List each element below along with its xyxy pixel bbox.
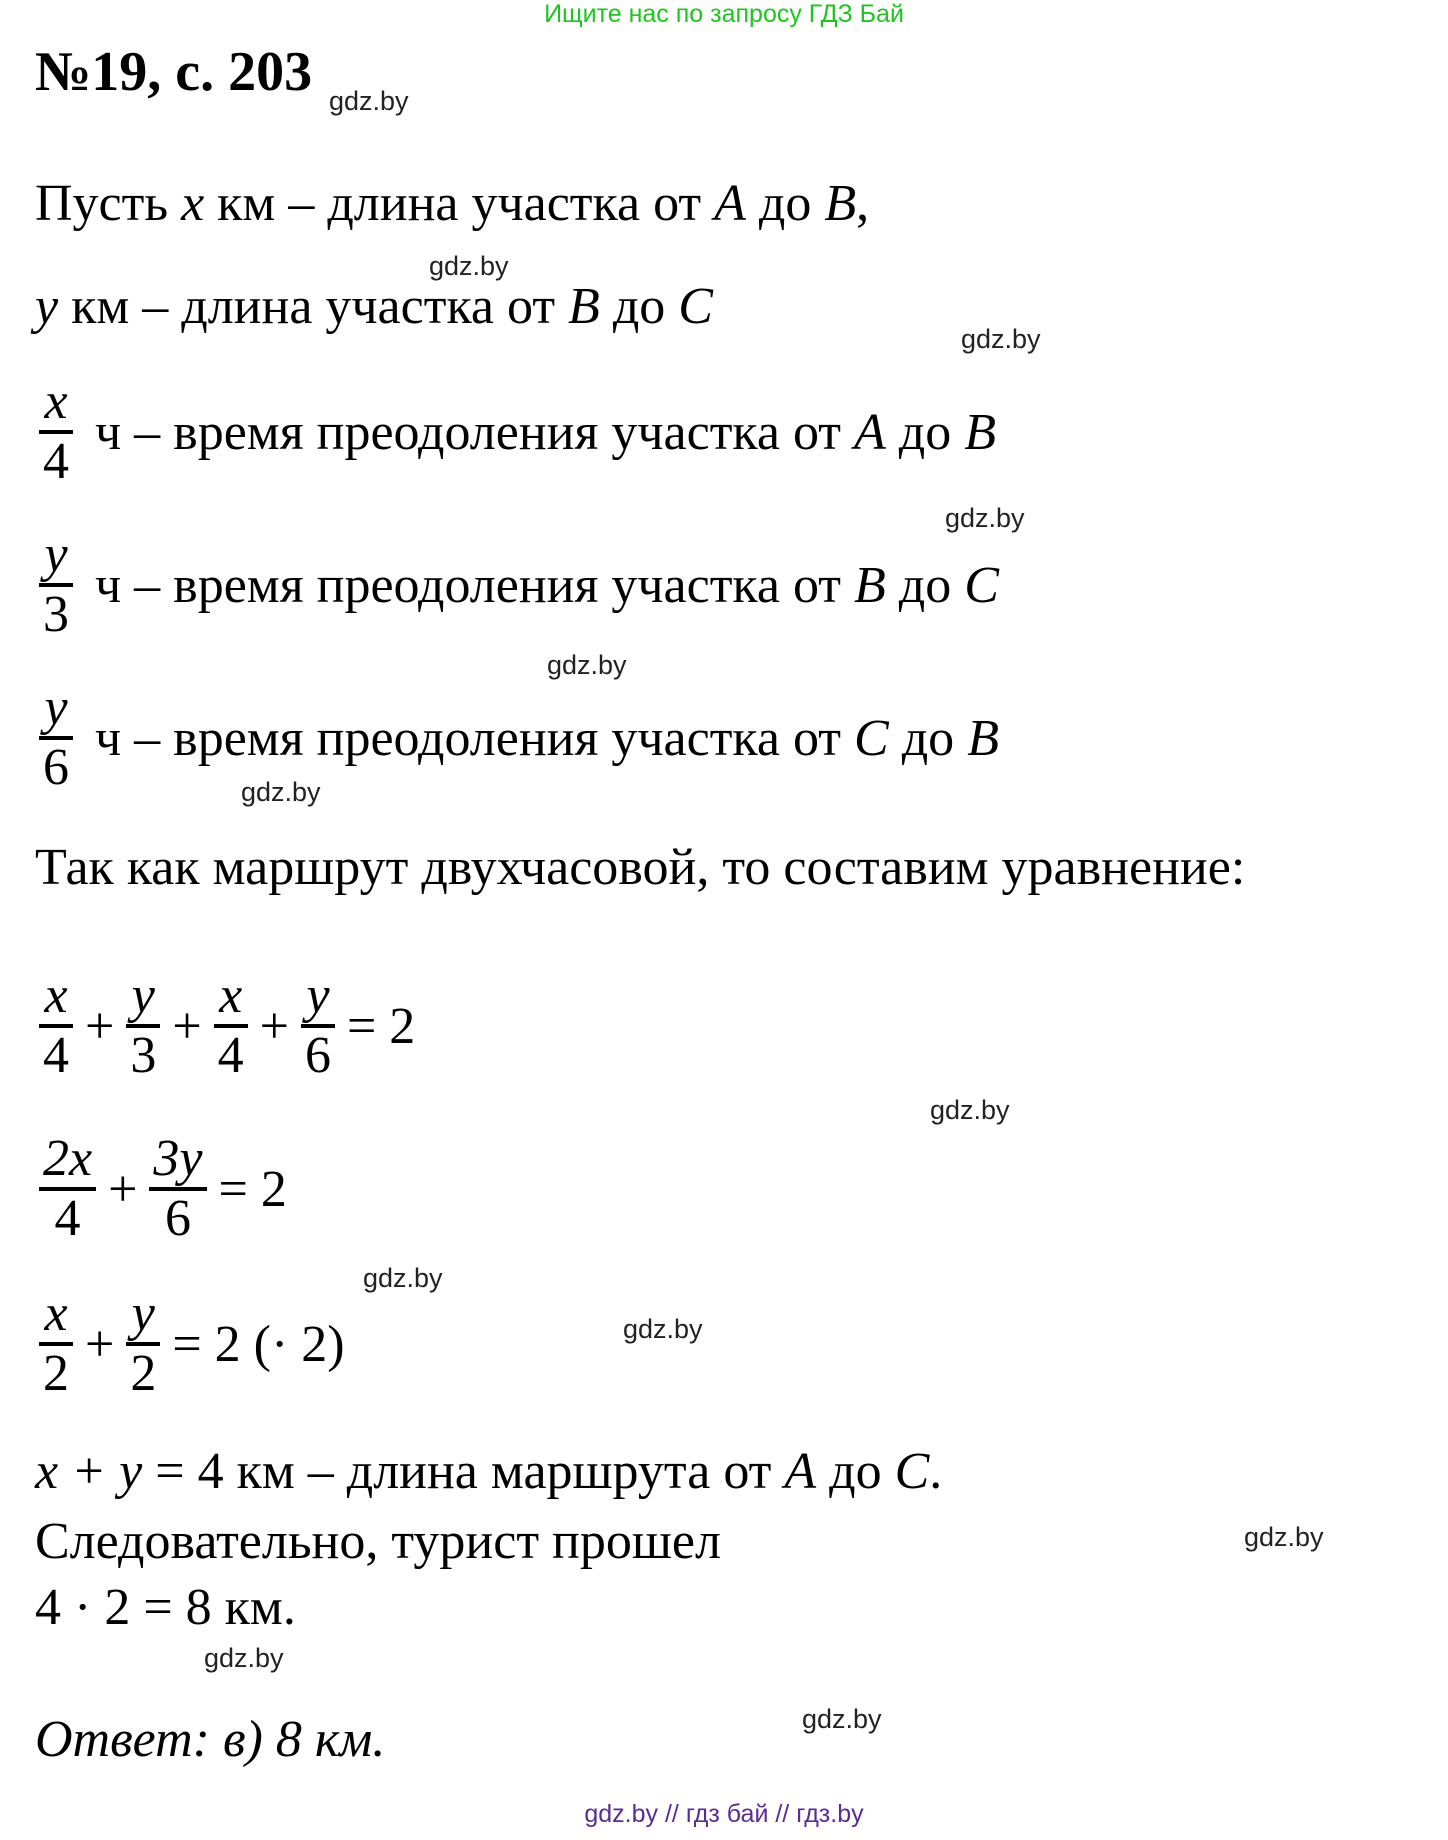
point-c: C: [854, 709, 889, 767]
text: км – длина участка от: [204, 175, 715, 232]
sum-expression: x + y: [35, 1443, 143, 1500]
watermark: gdz.by: [241, 777, 321, 807]
text: до: [888, 709, 968, 767]
watermark: gdz.by: [329, 86, 409, 116]
text: ч – время преодоления участка от: [95, 403, 855, 461]
text: до: [885, 403, 965, 461]
watermark: gdz.by: [802, 1704, 882, 1734]
fraction: [39, 374, 73, 490]
point-b: B: [967, 709, 999, 767]
numerator: x: [219, 967, 243, 1024]
numerator: 2x: [43, 1130, 93, 1187]
denominator: 3: [43, 586, 69, 643]
let-x-line: [35, 174, 869, 234]
numerator: y: [44, 526, 68, 583]
point-a: A: [784, 1443, 817, 1500]
search-banner: Ищите нас по запросу ГДЗ Бай: [544, 0, 904, 28]
point-c: C: [894, 1443, 930, 1500]
numerator: y: [44, 679, 68, 736]
denominator: 4: [43, 1027, 69, 1084]
fraction: [39, 968, 73, 1084]
point-b: B: [964, 403, 997, 461]
plus-sign: +: [85, 997, 115, 1055]
fraction: [39, 527, 73, 643]
point-c: C: [678, 278, 713, 335]
text: до: [816, 1443, 895, 1500]
denominator: 4: [54, 1190, 81, 1247]
watermark: gdz.by: [547, 650, 627, 680]
denominator: 2: [130, 1345, 157, 1402]
plus-sign: +: [108, 1160, 138, 1218]
equation-rhs: = 2: [218, 1160, 287, 1218]
numerator: x: [44, 373, 68, 430]
text: км – длина участка от: [58, 278, 569, 335]
plus-sign: +: [172, 997, 202, 1055]
point-b: B: [824, 175, 857, 232]
fraction: [39, 680, 73, 796]
text: Пусть: [35, 175, 182, 232]
plus-sign: +: [85, 1315, 115, 1373]
fraction: [149, 1131, 206, 1247]
equation-2: [35, 1131, 295, 1247]
watermark: gdz.by: [429, 251, 509, 281]
watermark: gdz.by: [961, 324, 1041, 354]
text: ,: [856, 175, 870, 232]
fraction: [126, 968, 160, 1084]
calculation-line: 4 · 2 = 8 км.: [35, 1579, 296, 1636]
fraction: [301, 968, 335, 1084]
point-b: B: [568, 278, 600, 335]
point-c: C: [964, 556, 999, 614]
answer-line: Ответ: в) 8 км.: [35, 1711, 386, 1768]
denominator: 6: [164, 1190, 191, 1247]
watermark: gdz.by: [930, 1095, 1010, 1125]
watermark: gdz.by: [363, 1263, 443, 1293]
watermark: gdz.by: [204, 1643, 284, 1673]
numerator: y: [131, 967, 155, 1024]
watermark: gdz.by: [1244, 1522, 1324, 1552]
fraction: [126, 1286, 160, 1402]
plus-sign: +: [259, 997, 289, 1055]
fraction: [39, 1131, 96, 1247]
denominator: 4: [43, 433, 69, 490]
variable-x: x: [181, 175, 205, 232]
equation-1: [35, 968, 423, 1084]
numerator: x: [44, 1285, 68, 1342]
time-bc-line: [35, 527, 999, 643]
denominator: 2: [43, 1345, 69, 1402]
text: до: [885, 556, 965, 614]
exercise-title: №19, с. 203: [35, 41, 313, 103]
equation-3: [35, 1286, 353, 1402]
text: .: [929, 1443, 943, 1500]
numerator: y: [131, 1285, 155, 1342]
fraction: [39, 1286, 73, 1402]
numerator: 3y: [153, 1130, 203, 1187]
point-a: A: [714, 175, 746, 232]
numerator: x: [44, 967, 68, 1024]
point-b: B: [854, 556, 886, 614]
equation-intro: Так как маршрут двухчасовой, то составим уравнение:: [35, 839, 1246, 896]
text: до: [599, 278, 679, 335]
numerator: y: [306, 967, 330, 1024]
denominator: 4: [217, 1027, 244, 1084]
text: ч – время преодоления участка от: [95, 709, 855, 767]
therefore-line: Следовательно, турист прошел: [35, 1513, 721, 1570]
time-cb-line: [35, 680, 999, 796]
footer-links: gdz.by // гдз бай // гдз.by: [584, 1800, 864, 1828]
point-a: A: [854, 403, 886, 461]
denominator: 3: [130, 1027, 157, 1084]
variable-y: y: [35, 278, 59, 335]
watermark: gdz.by: [623, 1314, 703, 1344]
text: до: [745, 175, 825, 232]
fraction: [214, 968, 248, 1084]
equation-rhs: = 2: [346, 997, 416, 1055]
equation-rhs: = 2 (· 2): [172, 1315, 345, 1373]
denominator: 6: [304, 1027, 331, 1084]
text: = 4 км – длина маршрута от: [142, 1443, 785, 1500]
text: ч – время преодоления участка от: [95, 556, 855, 614]
watermark: gdz.by: [945, 503, 1025, 533]
route-length-line: [35, 1442, 942, 1502]
denominator: 6: [43, 739, 69, 796]
let-y-line: [35, 277, 713, 337]
time-ab-line: [35, 374, 996, 490]
